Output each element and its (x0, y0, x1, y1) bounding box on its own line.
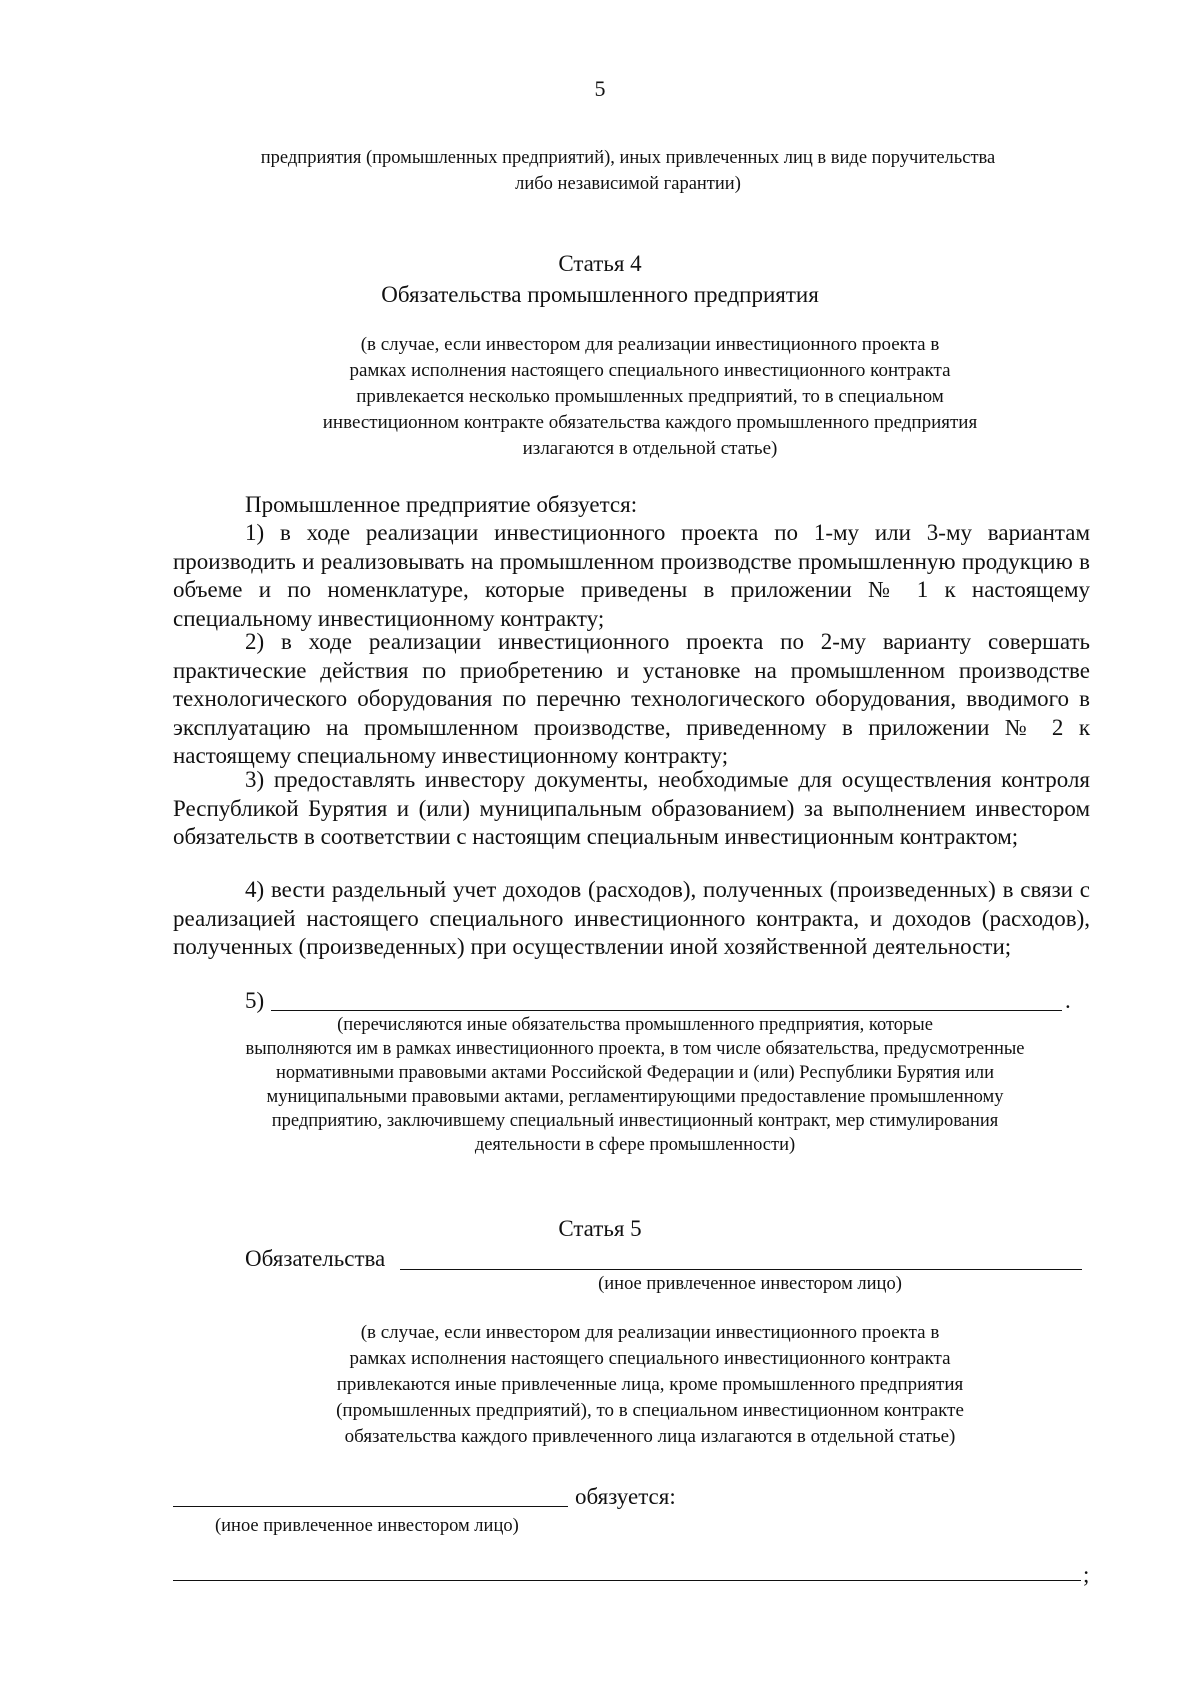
item-5-label: 5) (245, 988, 265, 1013)
note-line: рамках исполнения настоящего специального инвестиционного контракта (349, 360, 951, 381)
note-line: (перечисляются иные обязательства промышленного предприятия, которые (337, 1015, 933, 1035)
article-4-title: Обязательства промышленного предприятия (381, 282, 819, 307)
obligation-item-2: 2) в ходе реализации инвестиционного проекта по 2-му варианту совершать практические действия по приобретению и установке на промышленном производстве технологического оборудования по перечню технологического оборудования, вводимого в эксплуатацию на промышленном производстве, приведенному в приложении № 2 к настоящему специальному инвестиционному контракту; (173, 629, 1090, 768)
note-line: муниципальными правовыми актами, регламентирующими предоставление промышленному (266, 1087, 1004, 1107)
note-line: обязательства каждого привлеченного лица излагаются в отдельной статье) (344, 1426, 956, 1447)
article-5-title-label: Обязательства (245, 1246, 386, 1271)
obliges-caption: (иное привлеченное инвестором лицо) (215, 1516, 519, 1536)
page-number: 5 (594, 76, 606, 101)
note-line: излагаются в отдельной статье) (522, 438, 778, 459)
note-line: привлекаются иные привлеченные лица, кроме промышленного предприятия (336, 1374, 964, 1395)
fill-in-line (173, 1506, 568, 1507)
note-line: инвестиционном контракте обязательства каждого промышленного предприятия (322, 412, 978, 433)
note-line: (промышленных предприятий), то в специальном инвестиционном контракте (336, 1400, 964, 1421)
note-line: деятельности в сфере промышленности) (474, 1135, 796, 1155)
article-5-heading: Статья 5 (558, 1216, 642, 1241)
article-4-heading: Статья 4 (558, 251, 642, 276)
item-5-period: . (1065, 988, 1071, 1013)
note-line: привлекается несколько промышленных предприятий, то в специальном (356, 386, 944, 407)
obligation-item-3: 3) предоставлять инвестору документы, необходимые для осуществления контроля Республикой Бурятия и (или) муниципальным образованием) за выполнением инвестором обязательств в соответствии с настоящим специальным инвестиционным контрактом; (173, 767, 1090, 849)
note-line: нормативными правовыми актами Российской Федерации и (или) Республики Бурятия или (275, 1063, 995, 1083)
obliges-text: обязуется: (575, 1484, 676, 1509)
top-note-line: предприятия (промышленных предприятий), иных привлеченных лиц в виде поручительства (260, 148, 996, 168)
obligation-item-4: 4) вести раздельный учет доходов (расходов), полученных (произведенных) в связи с реализацией настоящего специального инвестиционного контракта, и доходов (расходов), полученных (произведенных) при осуществлении иной хозяйственной деятельности; (173, 877, 1090, 959)
fill-in-line (271, 1010, 1062, 1011)
fill-in-line (173, 1580, 1081, 1581)
article-4-note (250, 332, 1050, 462)
note-line: (в случае, если инвестором для реализации инвестиционного проекта в (360, 334, 940, 355)
final-semicolon: ; (1083, 1562, 1090, 1587)
article-5-note (240, 1320, 1060, 1450)
note-line: рамках исполнения настоящего специального инвестиционного контракта (349, 1348, 951, 1369)
article-5-title-caption: (иное привлеченное инвестором лицо) (598, 1274, 902, 1294)
top-note-line: либо независимой гарантии) (515, 174, 741, 194)
note-line: выполняются им в рамках инвестиционного проекта, в том числе обязательства, предусмотренные (245, 1039, 1025, 1059)
obligations-intro: Промышленное предприятие обязуется: (245, 492, 638, 517)
item-5-note (185, 1013, 1085, 1157)
top-note (228, 145, 1028, 197)
obligation-item-1: 1) в ходе реализации инвестиционного проекта по 1-му или 3-му вариантам производить и реализовывать на промышленном производстве промышленную продукцию в объеме и по номенклатуре, которые приведены в приложении № 1 к настоящему специальному инвестиционному контракту; (173, 520, 1090, 631)
note-line: (в случае, если инвестором для реализации инвестиционного проекта в (360, 1322, 940, 1343)
note-line: предприятию, заключившему специальный инвестиционный контракт, мер стимулирования (271, 1111, 999, 1131)
